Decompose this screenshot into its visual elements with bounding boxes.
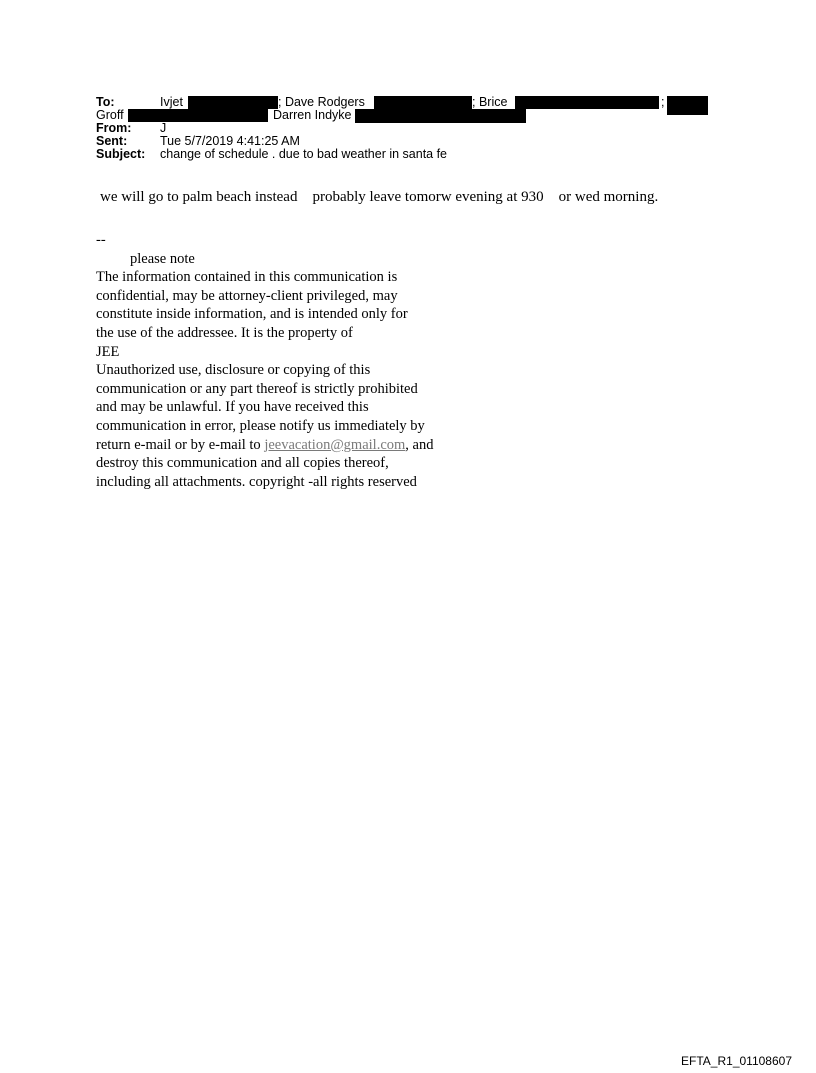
notice-line: communication or any part thereof is strictly prohibited [96,380,418,397]
redaction-box [515,96,659,109]
to-recipient-2: ; Dave Rodgers [278,95,365,109]
subject-row [96,148,716,161]
from-value: J [160,121,167,135]
notice-line: JEE [96,343,120,360]
subject-value: change of schedule . due to bad weather in santa fe [160,147,448,161]
to-recipient-4: Groff [96,108,124,122]
notice-line: and may be unlawful. If you have received this [96,399,369,416]
notice-line-with-email [96,436,516,455]
notice-text: return e-mail or by e-mail to [96,436,265,453]
notice-text: , and [405,436,434,453]
to-recipient-3: ; Brice [472,95,508,109]
redaction-box [374,96,472,109]
notice-line: including all attachments. copyright -all rights reserved [96,473,417,490]
recipient-separator: ; [661,95,665,109]
notice-line: the use of the addressee. It is the property of [96,324,353,341]
email-header [96,96,716,161]
subject-label: Subject: [96,147,146,161]
redaction-box [355,109,526,123]
to-row [96,96,716,109]
sent-value: Tue 5/7/2019 4:41:25 AM [160,134,300,148]
notice-line: Unauthorized use, disclosure or copying of this [96,362,371,379]
message-body [100,188,658,206]
redaction-box [128,109,268,122]
from-label: From: [96,121,132,135]
redaction-box [188,96,278,109]
to-recipient-5: Darren Indyke [273,108,352,122]
notice-line: destroy this communication and all copies thereof, [96,455,389,472]
to-row-continued [96,109,716,122]
notice-line: constitute inside information, and is intended only for [96,306,408,323]
signature-dashes: -- [96,232,106,248]
notice-line: The information contained in this communication is [96,269,398,286]
document-id: EFTA_R1_01108607 [681,1054,792,1068]
to-label: To: [96,95,115,109]
message-text: we will go to palm beach instead probably leave tomorw evening at 930 or wed morning. [100,189,659,205]
notice-line: confidential, may be attorney-client privileged, may [96,287,398,304]
notice-line: communication in error, please notify us immediately by [96,417,425,434]
notice-heading: please note [130,250,195,267]
sent-label: Sent: [96,134,128,148]
confidentiality-notice [96,231,516,491]
email-link[interactable]: jeevacation@gmail.com [264,436,406,453]
to-recipient-1: Ivjet [160,95,183,109]
